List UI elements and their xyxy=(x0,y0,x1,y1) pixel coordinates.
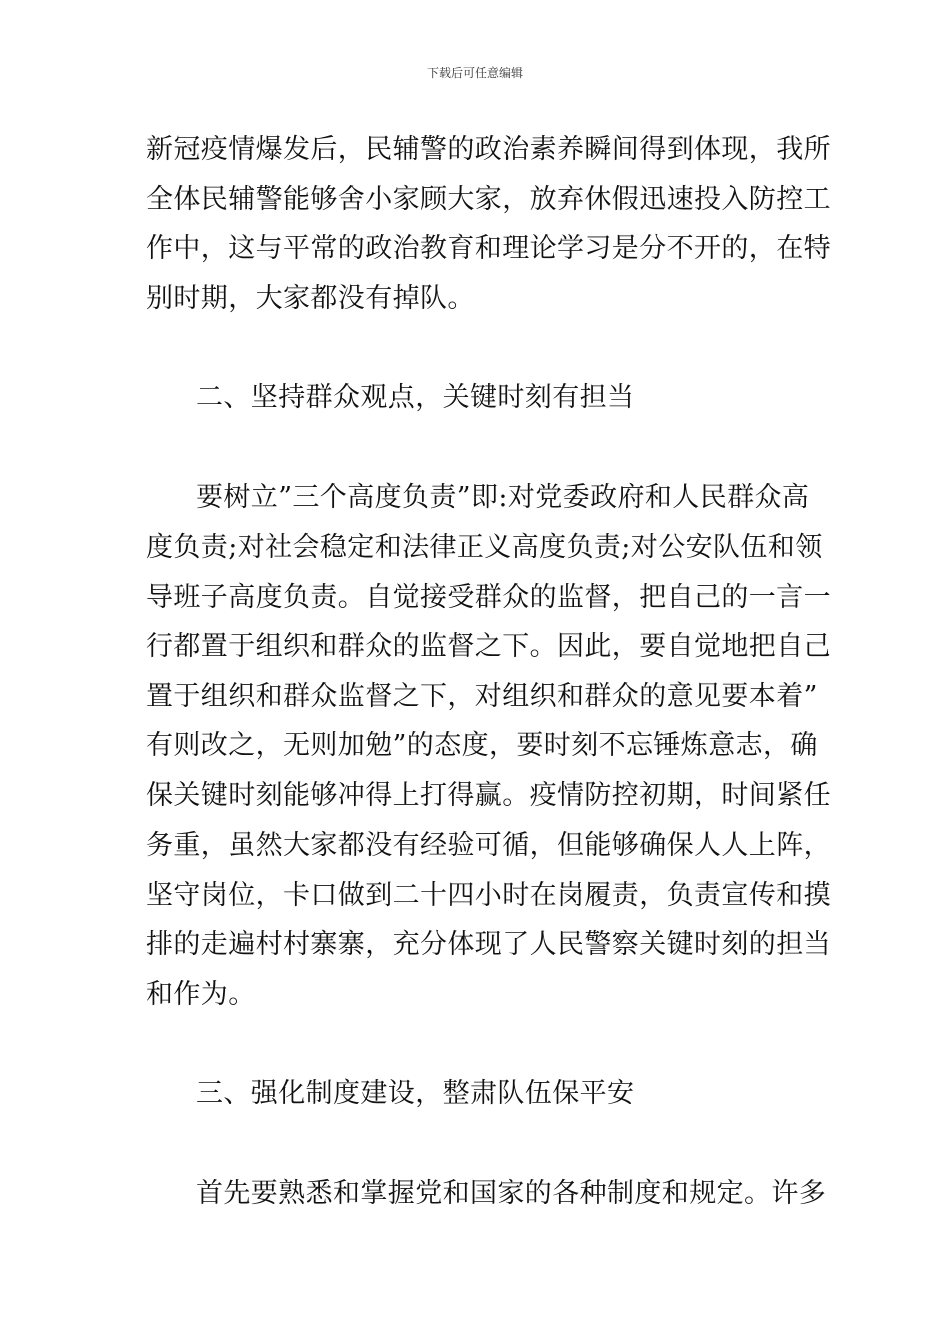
paragraph-line: 首先要熟悉和掌握党和国家的各种制度和规定。许多 xyxy=(196,1178,827,1209)
paragraph-line: 全体民辅警能够舍小家顾大家，放弃休假迅速投入防控工 xyxy=(146,184,831,215)
page-header: 下载后可任意编辑 xyxy=(426,66,523,80)
paragraph-line: 务重，虽然大家都没有经验可循，但能够确保人人上阵， xyxy=(146,830,831,861)
section-heading: 二、坚持群众观点，关键时刻有担当 xyxy=(196,382,635,413)
paragraph-line: 置于组织和群众监督之下，对组织和群众的意见要本着” xyxy=(146,681,818,712)
paragraph-line: 度负责;对社会稳定和法律正义高度负责;对公安队伍和领 xyxy=(146,532,823,563)
paragraph-line: 保关键时刻能够冲得上打得赢。疫情防控初期，时间紧任 xyxy=(146,780,831,811)
paragraph-line: 和作为。 xyxy=(146,979,256,1010)
paragraph-line: 新冠疫情爆发后，民辅警的政治素养瞬间得到体现，我所 xyxy=(146,134,831,165)
paragraph-line: 导班子高度负责。自觉接受群众的监督，把自己的一言一 xyxy=(146,582,831,613)
paragraph-line: 作中，这与平常的政治教育和理论学习是分不开的，在特 xyxy=(146,233,831,264)
section-heading: 三、强化制度建设，整肃队伍保平安 xyxy=(196,1078,635,1109)
paragraph-line: 排的走遍村村寨寨，充分体现了人民警察关键时刻的担当 xyxy=(146,929,831,960)
paragraph-line: 行都置于组织和群众的监督之下。因此，要自觉地把自己 xyxy=(146,631,831,662)
paragraph-line: 坚守岗位，卡口做到二十四小时在岗履责，负责宣传和摸 xyxy=(146,880,831,911)
paragraph-line: 有则改之，无则加勉”的态度，要时刻不忘锤炼意志，确 xyxy=(146,730,818,761)
paragraph-line: 要树立”三个高度负责”即:对党委政府和人民群众高 xyxy=(196,482,810,513)
paragraph-line: 别时期，大家都没有掉队。 xyxy=(146,283,475,314)
